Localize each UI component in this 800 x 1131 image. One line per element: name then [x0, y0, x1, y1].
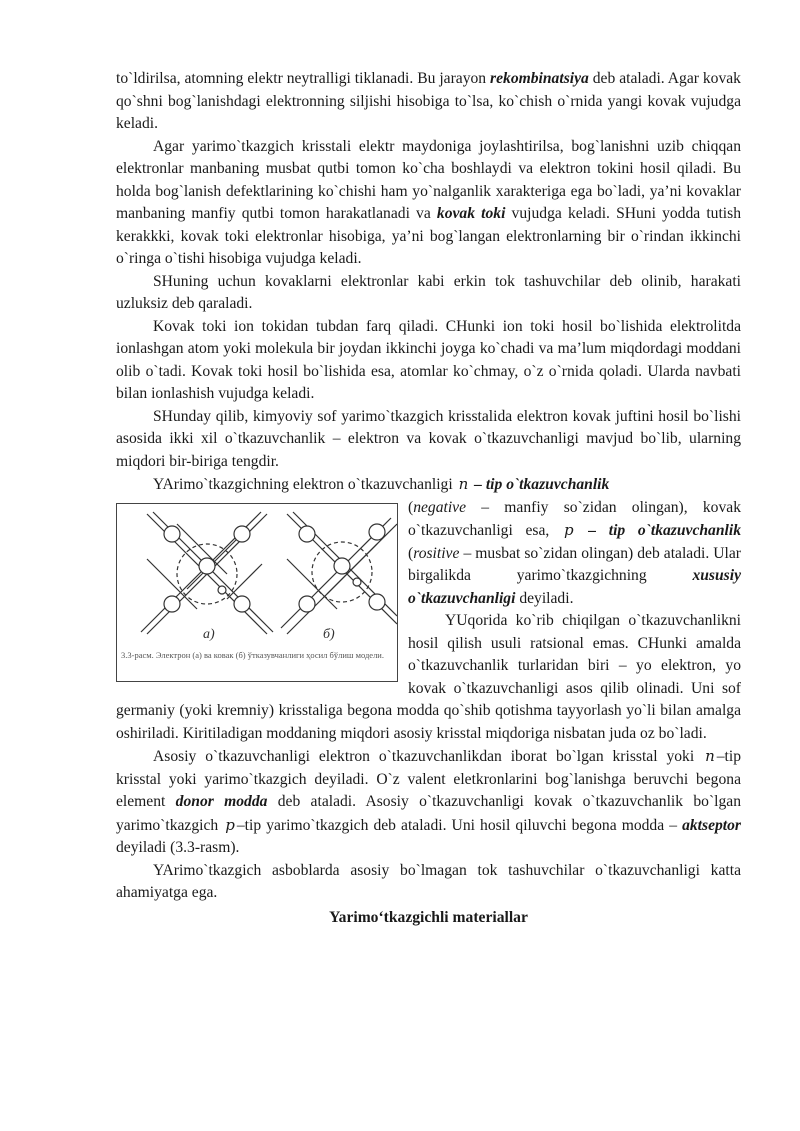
term-p-tip: – tip o`tkazuvchanlik: [575, 522, 741, 539]
text: Agar yarimo`tkazgich krisstali elektr maydoniga joylashtirilsa, bog`lanishni uzib chiqqan elektronlar manbaning musbat qutbi tomon ko`cha boshlaydi va elektron tokini hosil qiladi. Bu holda bog`lanish defektlarining ko`chishi ham yo`nalganlik xarakteriga ega bo`ladi, ya’ni kovaklar manbaning manfiy qutbi tomon harakatlanadi va: [116, 137, 741, 222]
text: –tip krisstal yoki yarimo`tkazgich deyiladi. O`z valent eletkronlarini bog`lanishga beruvchi begona element: [116, 748, 741, 810]
term-xususiy: xususiy o`tkazuvchanligi: [408, 567, 741, 607]
label-a: a): [203, 626, 215, 642]
text: vujudga keladi. SHuni yodda tutish kerakkki, kovak toki elektronlar hisobiga, ya’ni bog`langan elektronlarning bir o`rindan ikkinchi o`ringa o`tishi hisobiga vujudga keladi.: [116, 205, 741, 267]
label-b: б): [323, 626, 335, 642]
text: – musbat so`zidan olingan) deb ataladi. Ular birgalikda yarimo`tkazgichning: [408, 544, 741, 584]
paragraph-5: SHunday qilib, kimyoviy sof yarimo`tkazgich krisstalida elektron kovak juftini hosil bo`lishi asosida ikki xil o`tkazuvchanlik – elektron va kovak o`tkazuvchanligi mavjud bo`lib, ularning miqdori bir-biriga tengdir.: [116, 407, 741, 470]
section-heading: Yarimo‘tkazgichli materiallar: [329, 908, 528, 926]
text: –tip yarimo`tkazgich deb ataladi. Uni hosil qiluvchi begona modda –: [236, 816, 683, 834]
term-rekombinatsiya: rekombinatsiya: [490, 70, 589, 87]
var-p: p: [563, 521, 574, 539]
text: Asosiy o`tkazuvchanligi elektron o`tkazuvchanlikdan iborat bo`lgan krisstal yoki: [153, 748, 704, 765]
paragraph-8: [116, 745, 741, 860]
text: deb ataladi. Agar kovak qo`shni bog`lanishdagi elektronning siljishi hisobiga to`lsa, ko`chish o`rnida yangi kovak vujudga keladi.: [116, 70, 741, 132]
paragraph-1: [116, 68, 741, 136]
document-page: [116, 68, 741, 929]
figure-caption: 3.3-расм. Электрон (а) ва ковак (б) ўтказувчанлиги ҳосил бўлиш модели.: [121, 649, 384, 660]
figure-crystal-model: [116, 503, 398, 682]
term-kovak-toki: kovak toki: [436, 205, 506, 222]
paragraph-2: [116, 136, 741, 271]
text: deyiladi (3.3-rasm).: [116, 839, 240, 856]
var-p: p: [225, 815, 235, 834]
word-positive: rositive: [413, 544, 460, 562]
term-donor-modda: donor modda: [175, 793, 268, 810]
text: – manfiy so`zidan olingan), kovak o`tkazuvchanligi esa,: [408, 498, 741, 539]
paragraph-3: SHuning uchun kovaklarni elektronlar kabi erkin tok tashuvchilar deb olinib, harakati uzluksiz deb qaraladi.: [116, 272, 741, 312]
paragraph-6: [116, 473, 741, 497]
paragraph-9: YArimo`tkazgich asboblarda asosiy bo`lmagan tok tashuvchilar o`tkazuvchanligi katta ahamiyatga ega.: [116, 861, 741, 901]
text: deyiladi.: [515, 589, 574, 607]
text: deb ataladi. Asosiy o`tkazuvchanligi kovak o`tkazuvchanlik bo`lgan yarimo`tkazgich: [116, 793, 741, 834]
text: to`ldirilsa, atomning elektr neytralligi tiklanadi. Bu jarayon: [116, 70, 491, 87]
text: (: [408, 544, 414, 562]
text: YArimo`tkazgichning elektron o`tkazuvchanligi: [153, 476, 457, 493]
var-n: n: [705, 747, 715, 765]
var-n: n: [458, 475, 469, 493]
term-aktseptor: aktseptor: [682, 816, 741, 834]
word-negative: negative: [413, 498, 467, 516]
paragraph-4: Kovak toki ion tokidan tubdan farq qiladi. CHunki ion toki hosil bo`lishida elektrolitda ionlashgan atom yoki molekula bir joydan ikkinchi joyga ko`chadi va ma’lum miqdordagi moddani olib o`tadi. Kovak toki hosil bo`lishida esa, atomlar ko`chmay, o`z o`rnida qoladi. Ularda navbati bilan ionlashish vujudga keladi.: [116, 317, 741, 402]
text: (: [408, 498, 414, 516]
term-n-tip: – tip o`tkazuvchanlik: [470, 476, 610, 493]
paragraph-7: YUqorida ko`rib chiqilgan o`tkazuvchanlikni hosil qilish usuli ratsional emas. CHunki amalda o`tkazuvchanlik turlaridan biri – yo elektron, yo kovak o`tkazuvchanligi asos qilib olinadi. Uni sof germaniy (yoki kremniy) krisstaliga begona modda qo`shib qotishma tayyorlash yo`li bilan amalga oshiriladi. Kiritiladigan moddaning miqdori asosiy krisstal miqdoriga nisbatan juda oz bo`ladi.: [116, 612, 741, 742]
